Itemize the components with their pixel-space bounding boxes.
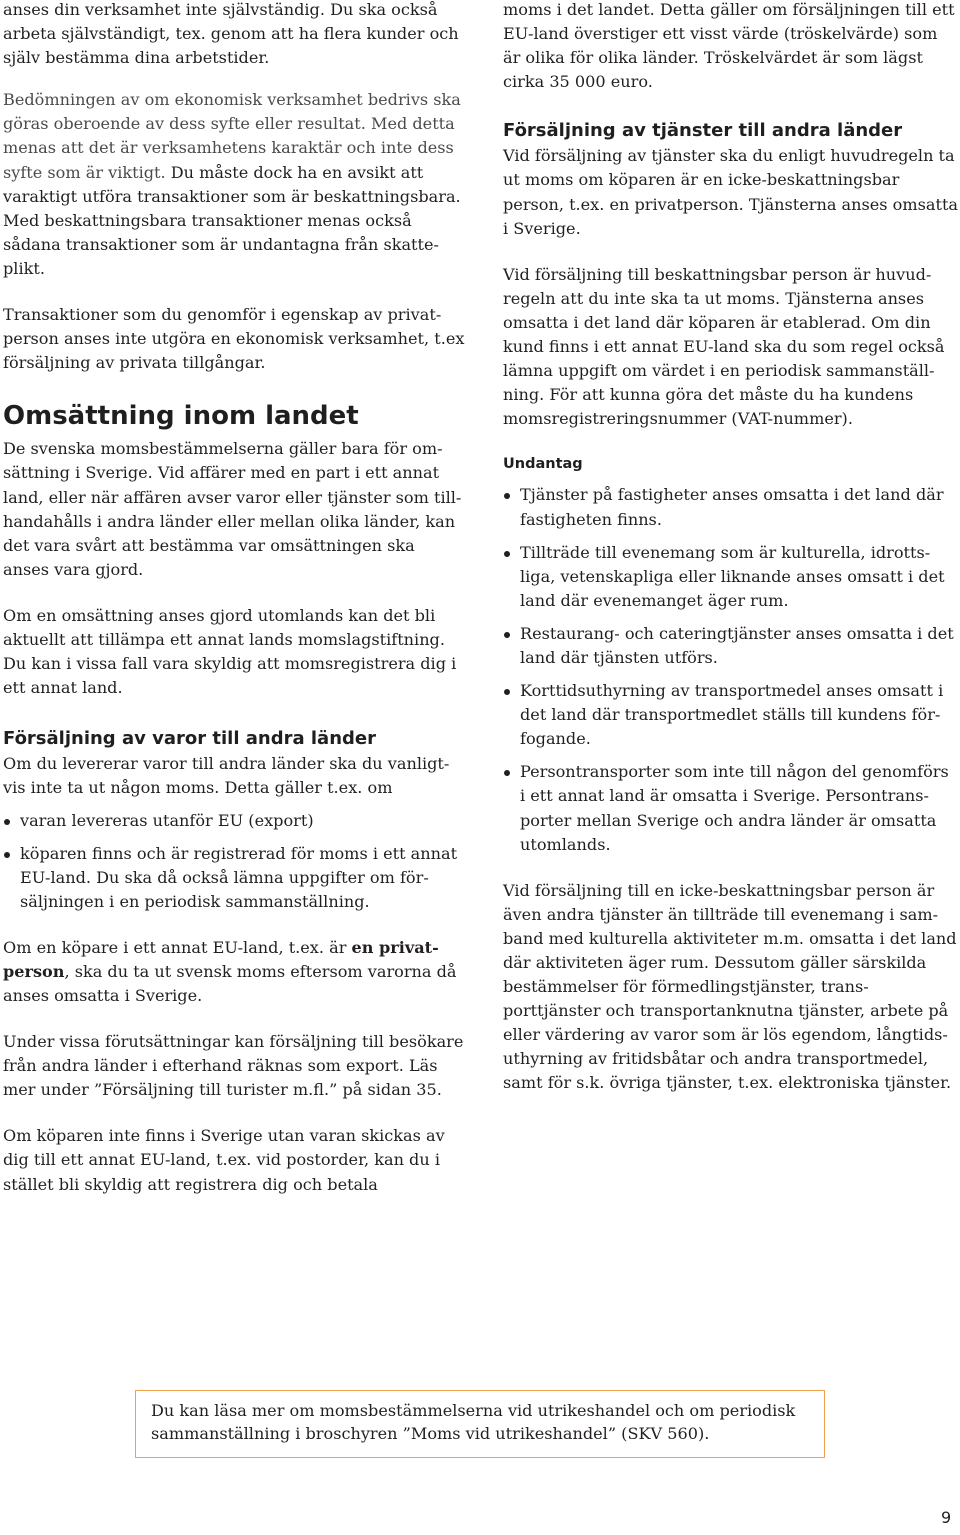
- list-item: [503, 760, 958, 856]
- right-column: [503, 0, 958, 1096]
- bullet-list-varor: [3, 809, 465, 913]
- bullet-icon: [4, 819, 10, 825]
- paragraph-text-after: , ska du ta ut svensk moms eftersom varorna då anses omsatta i Sverige.: [3, 961, 457, 1005]
- bullet-icon: [504, 689, 510, 695]
- info-box-text: Du kan läsa mer om momsbestämmelserna vid utrikeshandel och om periodisk sammanställning i broschyren ”Moms vid utrikeshandel” (SKV 560).: [151, 1401, 796, 1443]
- paragraph-utomlands: Om en omsättning anses gjord utomlands kan det bli aktuellt att tillämpa ett annat lands momslagstiftning. Du kan i vissa fall vara skyldig att momsregistrera dig i ett annat land.: [3, 605, 457, 698]
- bullet-icon: [504, 632, 510, 638]
- list-item-text: Korttidsuthyrning av transportmedel anses omsatt i det land där transportmedlet ställs till kundens förfogande.: [520, 681, 944, 749]
- list-item-text: Tillträde till evenemang som är kulturella, idrottsliga, vetenskapliga eller liknande anses omsatt i det land där evenemanget äger rum.: [520, 542, 945, 610]
- list-item: [3, 842, 465, 914]
- list-item-text: Restaurang- och cateringtjänster anses omsatta i det land där tjänsten utförs.: [520, 623, 954, 667]
- paragraph-bedomning: [3, 88, 465, 281]
- bullet-icon: [504, 770, 510, 776]
- bullet-icon: [504, 551, 510, 557]
- list-item: [503, 622, 958, 670]
- heading-omsattning-inom-landet: Omsättning inom landet: [3, 401, 359, 432]
- bold-privatperson: en privatperson: [3, 937, 439, 981]
- bullet-icon: [504, 493, 510, 499]
- intro-paragraph: anses din verksamhet inte självständig. Du ska också arbeta självständigt, tex. genom att ha flera kunder och själv bestämma dina arbetstider.: [3, 0, 459, 68]
- paragraph-bedomning-part2: Du måste dock ha en avsikt att varaktigt utföra transaktioner som är beskattningsbara. Med beskattningsbara transaktioner menas också sådana transaktioner som är undantagna från skatteplikt.: [3, 162, 461, 278]
- paragraph-huvudregel: Vid försäljning av tjänster ska du enligt huvudregeln ta ut moms om köparen är en icke-beskattningsbar person, t.ex. en privatperson. Tjänsterna anses omsatta i Sverige.: [503, 146, 959, 238]
- list-item: [503, 679, 958, 751]
- list-item: [503, 541, 958, 613]
- paragraph-privatperson-kopare: [3, 936, 465, 1008]
- paragraph-export-turister: Under vissa förutsättningar kan försäljning till besökare från andra länder i efterhand räknas som export. Läs mer under ”Försäljning till turister m.fl.” på sidan 35.: [3, 1032, 464, 1100]
- page-number: 9: [941, 1508, 952, 1527]
- heading-forsaljning-varor: Försäljning av varor till andra länder: [3, 728, 376, 750]
- list-item-text: köparen finns och är registrerad för moms i ett annat EU-land. Du ska då också lämna uppgifter om försäljningen i en periodisk sammanställning.: [20, 843, 458, 911]
- paragraph-leverans: Om du levererar varor till andra länder ska du vanligtvis inte ta ut någon moms. Detta gäller t.ex. om: [3, 754, 450, 798]
- paragraph-troskelvarde: moms i det landet. Detta gäller om försäljningen till ett EU-land överstiger ett visst värde (tröskelvärde) som är olika för olika länder. Tröskelvärdet är som lägst cirka 35 000 euro.: [503, 0, 955, 92]
- left-column: [3, 0, 465, 1197]
- heading-forsaljning-tjanster: Försäljning av tjänster till andra länder: [503, 120, 903, 142]
- paragraph-bedomning-part1: Bedömningen av om ekonomisk verksamhet bedrivs ska göras oberoende av dess syfte eller resultat. Med detta menas att det är verksamhetens karaktär och inte dess syfte som är viktigt.: [3, 90, 461, 182]
- paragraph-icke-beskattningsbar: Vid försäljning till en icke-beskattningsbar person är även andra tjänster än tillträde till evenemang i samband med kulturella aktiviteter m.m. omsatta i det land där aktiviteten äger rum. Dessutom gäller särskilda bestämmelser för förmedlingstjänster, transporttjänster och transportanknutna tjänster, arbete på eller värdering av varor som är lös egendom, långtidsuthyrning av fritidsbåtar och andra transportmedel, samt för s.k. övriga tjänster, t.ex. elektroniska tjänster.: [503, 880, 957, 1093]
- list-item-text: Persontransporter som inte till någon del genomförs i ett annat land är omsatta i Sverige. Persontransporter mellan Sverige och andra länder är omsatta utomlands.: [520, 762, 949, 854]
- list-item-text: varan levereras utanför EU (export): [20, 811, 314, 831]
- paragraph-beskattningsbar-person: Vid försäljning till beskattningsbar person är huvudregeln att du inte ska ta ut moms. Tjänsterna anses omsatta i det land där köparen är etablerad. Om din kund finns i ett annat EU-land ska du som regel också lämna uppgift om värdet i en periodisk sammanställning. För att kunna göra det måste du ha kundens momsregistreringsnummer (VAT-nummer).: [503, 264, 945, 429]
- list-item: [3, 809, 465, 833]
- bullet-list-undantag: [503, 483, 958, 856]
- list-item-text: Tjänster på fastigheter anses omsatta i det land där fastigheten finns.: [520, 485, 944, 529]
- heading-undantag: Undantag: [503, 456, 583, 473]
- paragraph-privatperson: Transaktioner som du genomför i egenskap av privatperson anses inte utgöra en ekonomisk verksamhet, t.ex försäljning av privata tillgångar.: [3, 305, 465, 373]
- bullet-icon: [4, 852, 10, 858]
- list-item: [503, 483, 958, 531]
- info-box: [135, 1390, 825, 1458]
- paragraph-momsbestammelser: De svenska momsbestämmelserna gäller bara för omsättning i Sverige. Vid affärer med en part i ett annat land, eller när affären avser varor eller tjänster som tillhandahålls i andra länder eller mellan olika länder, kan det vara svårt att bestämma var omsättningen ska anses vara gjord.: [3, 439, 462, 579]
- paragraph-postorder: Om köparen inte finns i Sverige utan varan skickas av dig till ett annat EU-land, t.ex. vid postorder, kan du i stället bli skyldig att registrera dig och betala: [3, 1126, 445, 1194]
- paragraph-text-before: Om en köpare i ett annat EU-land, t.ex. är: [3, 937, 352, 957]
